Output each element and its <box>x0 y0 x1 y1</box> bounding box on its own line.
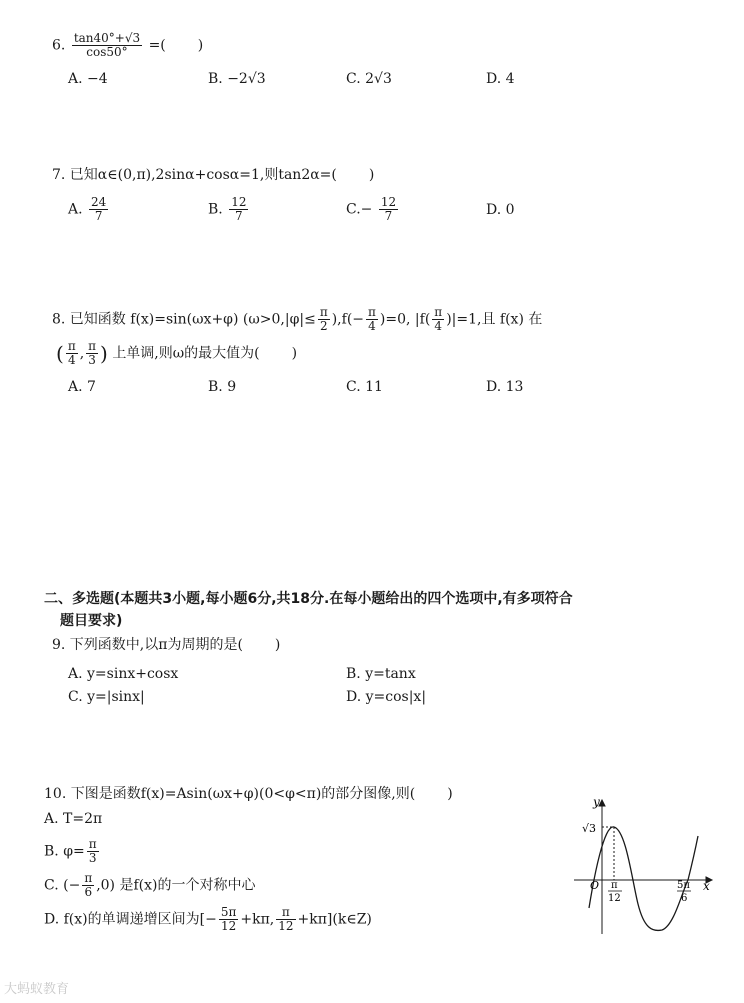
q7-option-d: D. 0 <box>486 202 515 218</box>
y-axis-arrow <box>599 800 605 806</box>
section2-title: 二、多选题(本题共3小题,每小题6分,共18分.在每小题给出的四个选项中,有多项符合 <box>44 591 573 607</box>
tick-pi-over-12-den: 12 <box>608 893 621 904</box>
q7-stem: 7. 已知α∈(0,π),2sinα+cosα=1,则tan2α=( ) <box>52 167 375 183</box>
q6-stem: 6. $\frac{\tan 40^\circ+√3}{\cos 50^\circ}$ =( ) <box>52 31 204 59</box>
q8-option-a: A. 7 <box>68 379 96 395</box>
q9-stem: 9. 下列函数中,以π为周期的是( ) <box>52 637 281 653</box>
q8-option-b: B. 9 <box>208 379 237 395</box>
sqrt3-label: √3 <box>582 822 597 835</box>
q9-option-a: A. y=sinx+cosx <box>68 666 179 682</box>
q9-option-c: C. y=|sinx| <box>68 689 145 705</box>
q10-option-a: A. T=2π <box>44 811 103 827</box>
q6-number: 6. <box>52 37 66 54</box>
x-axis-label: x <box>703 879 710 893</box>
q8-stem-line2: ( $\frac{\pi}{4}$ , $\frac{\pi}{3}$ ) 上单调,则ω的最大值为( ) <box>56 339 298 367</box>
q8-option-d: D. 13 <box>486 379 524 395</box>
tick-pi-over-12-num: π <box>611 880 618 891</box>
sine-curve <box>589 827 698 931</box>
tick-5pi-over-6-den: 6 <box>681 893 688 904</box>
q6-option-b: B. −2√3 <box>208 71 266 87</box>
q7-option-b: B. $\frac{12}{7}$ <box>208 195 247 223</box>
q10-option-b: B. φ= $\frac{\pi}{3}$ <box>44 837 97 865</box>
q10-option-c: C. (− $\frac{\pi}{6}$ ,0) 是f(x)的一个对称中心 <box>44 871 256 899</box>
q9-option-d: D. y=cos|x| <box>346 689 427 705</box>
origin-label: O <box>590 879 600 892</box>
q10-option-d: D. f(x)的单调递增区间为[− $\frac{5\pi}{12}$ +kπ, $\frac{\pi}{12}$ +kπ](k∈Z) <box>44 905 372 933</box>
tick-5pi-over-6-num: 5π <box>677 880 690 891</box>
q8-stem-line1: 8. 已知函数 f(x)=sin(ωx+φ) (ω>0,|φ|≤ $\frac{\pi}{2}$ ),f(− $\frac{\pi}{4}$ )=0, |f( $\frac{\pi}{4}$ )|=1,且 f(x) 在 <box>52 305 543 333</box>
q6-option-c: C. 2√3 <box>346 71 392 87</box>
q6-option-a: A. −4 <box>68 71 108 87</box>
y-axis-label: y <box>593 795 600 809</box>
q10-graph <box>566 792 716 942</box>
watermark: 大蚂蚁教育 <box>4 982 70 997</box>
q9-option-b: B. y=tanx <box>346 666 416 682</box>
q6-option-d: D. 4 <box>486 71 515 87</box>
q7-option-c: C.− $\frac{12}{7}$ <box>346 195 397 223</box>
section2-title-cont: 题目要求) <box>60 613 123 629</box>
q6-fraction: $\frac{\tan 40^\circ+√3}{\cos 50^\circ}$ <box>73 31 141 59</box>
q8-option-c: C. 11 <box>346 379 383 395</box>
q7-option-a: A. $\frac{24}{7}$ <box>68 195 107 223</box>
q10-stem: 10. 下图是函数f(x)=Asin(ωx+φ)(0<φ<π)的部分图像,则( ) <box>44 786 453 802</box>
